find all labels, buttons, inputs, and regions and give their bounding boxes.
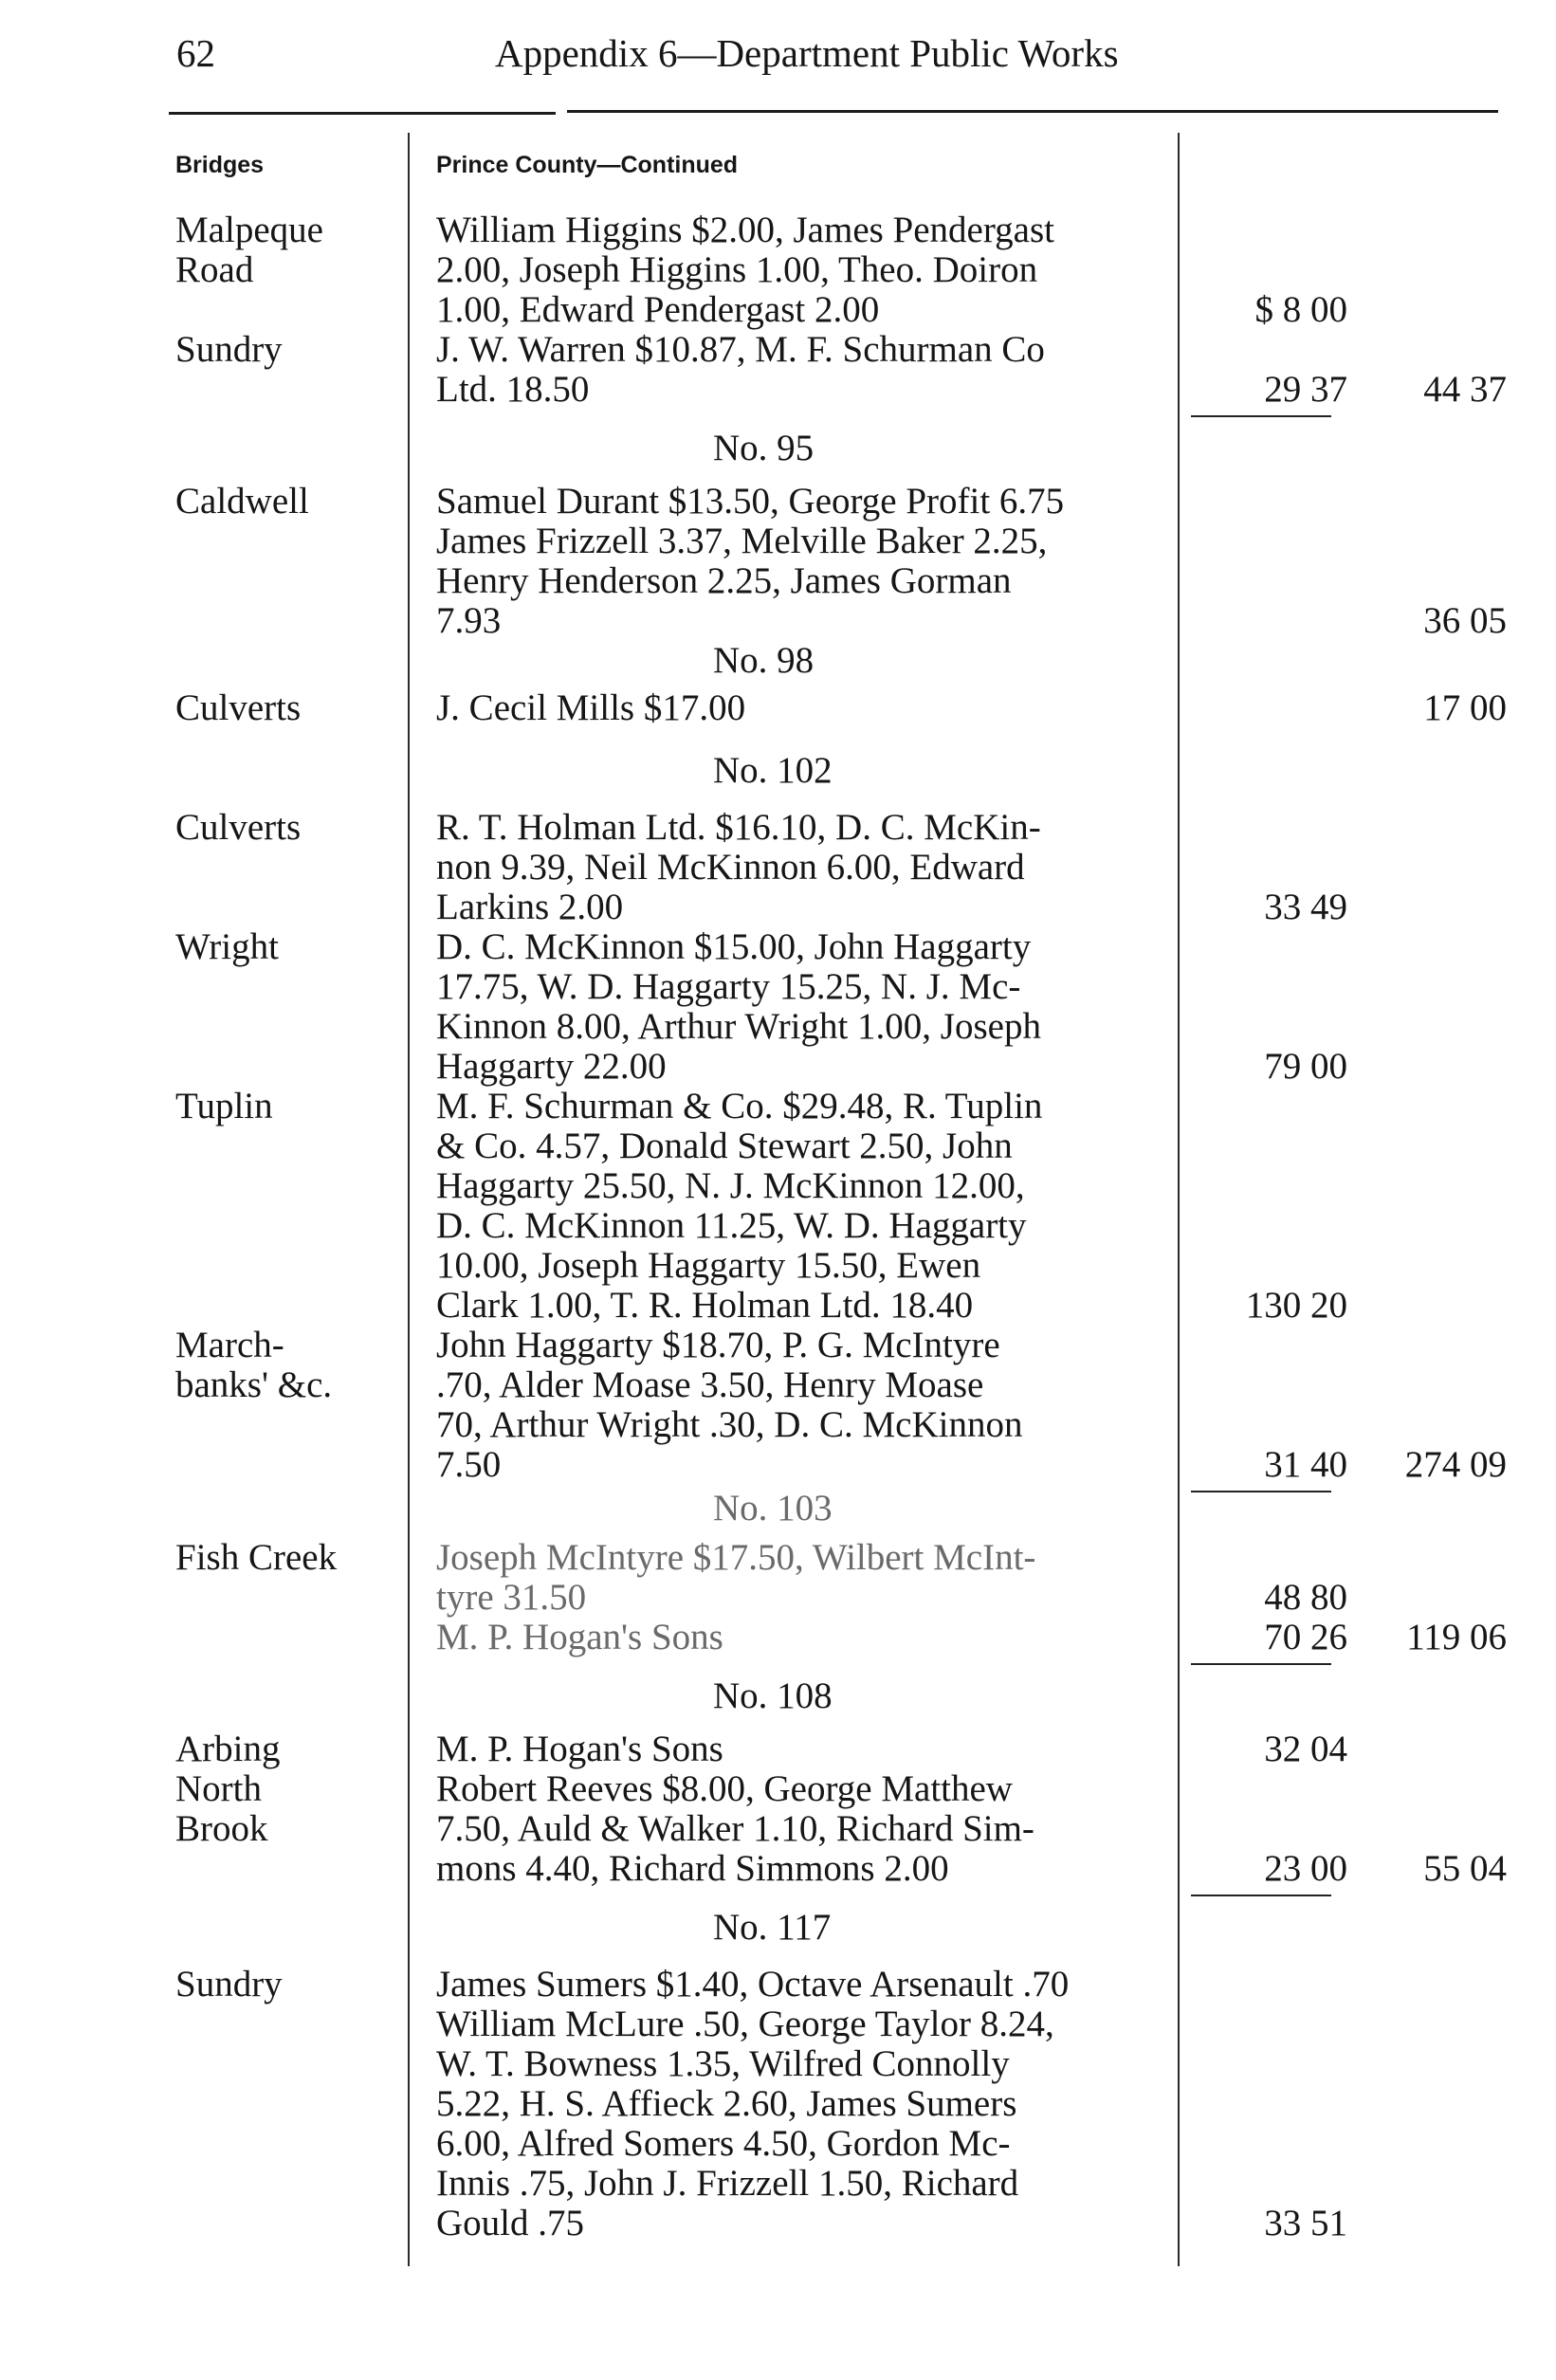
entry-label: Arbing <box>175 1729 281 1769</box>
column-divider-right <box>1178 133 1180 2266</box>
sum-rule <box>1191 1895 1331 1896</box>
entry-text: Samuel Durant $13.50, George Profit 6.75 <box>436 481 1065 522</box>
section-heading: No. 108 <box>713 1675 833 1716</box>
page-number: 62 <box>176 31 215 75</box>
entry-amount: 33 49 <box>1264 887 1347 927</box>
entry-total: 55 04 <box>1423 1848 1507 1889</box>
entry-amount: 32 04 <box>1264 1729 1347 1769</box>
entry-text: Robert Reeves $8.00, George Matthew <box>436 1768 1013 1809</box>
column-header-bridges: Bridges <box>175 152 265 178</box>
entry-text: 6.00, Alfred Somers 4.50, Gordon Mc- <box>436 2123 1011 2164</box>
entry-text: William Higgins $2.00, James Pendergast <box>436 210 1054 250</box>
entry-label: North <box>175 1768 262 1809</box>
entry-total: 44 37 <box>1423 369 1507 410</box>
entry-text: William McLure .50, George Taylor 8.24, <box>436 2004 1054 2044</box>
column-header-county: Prince County—Continued <box>436 152 739 178</box>
section-heading: No. 117 <box>713 1907 832 1948</box>
entry-total: 274 09 <box>1404 1444 1507 1485</box>
entry-text: John Haggarty $18.70, P. G. McIntyre <box>436 1325 1000 1365</box>
entry-label: Sundry <box>175 329 283 370</box>
entry-text: Innis .75, John J. Frizzell 1.50, Richard <box>436 2163 1019 2204</box>
entry-text: Gould .75 <box>436 2203 584 2243</box>
entry-amount: 48 80 <box>1264 1577 1347 1618</box>
entry-text: 5.22, H. S. Affieck 2.60, James Sumers <box>436 2083 1017 2124</box>
entry-text: Henry Henderson 2.25, James Gorman <box>436 560 1012 601</box>
entry-amount: 31 40 <box>1264 1444 1347 1485</box>
entry-text: 7.93 <box>436 600 502 641</box>
header-rule-left <box>169 112 556 115</box>
entry-text: Joseph McIntyre $17.50, Wilbert McInt- <box>436 1537 1036 1578</box>
entry-text: .70, Alder Moase 3.50, Henry Moase <box>436 1364 984 1405</box>
entry-label: March- <box>175 1325 284 1365</box>
entry-amount: 29 37 <box>1264 369 1347 410</box>
entry-text: M. P. Hogan's Sons <box>436 1729 723 1769</box>
section-heading: No. 103 <box>713 1488 833 1529</box>
entry-label: banks' &c. <box>175 1364 333 1405</box>
entry-label: Fish Creek <box>175 1537 338 1578</box>
entry-text: Kinnon 8.00, Arthur Wright 1.00, Joseph <box>436 1006 1041 1047</box>
entry-text: R. T. Holman Ltd. $16.10, D. C. McKin- <box>436 807 1041 848</box>
entry-label: Brook <box>175 1808 268 1849</box>
entry-text: Larkins 2.00 <box>436 887 624 927</box>
entry-label: Tuplin <box>175 1086 273 1126</box>
entry-label: Caldwell <box>175 481 309 522</box>
entry-total: 119 06 <box>1406 1617 1507 1657</box>
entry-text: 70, Arthur Wright .30, D. C. McKinnon <box>436 1404 1023 1445</box>
entry-text: 1.00, Edward Pendergast 2.00 <box>436 289 880 330</box>
entry-label: Culverts <box>175 687 302 728</box>
entry-text: Clark 1.00, T. R. Holman Ltd. 18.40 <box>436 1285 974 1326</box>
entry-text: James Sumers $1.40, Octave Arsenault .70 <box>436 1964 1070 2005</box>
entry-text: 10.00, Joseph Haggarty 15.50, Ewen <box>436 1245 981 1286</box>
entry-amount: 130 20 <box>1245 1285 1347 1326</box>
entry-text: Haggarty 22.00 <box>436 1046 667 1087</box>
entry-text: & Co. 4.57, Donald Stewart 2.50, John <box>436 1126 1013 1166</box>
entry-label: Sundry <box>175 1964 283 2005</box>
entry-amount: 70 26 <box>1264 1617 1347 1657</box>
entry-text: Haggarty 25.50, N. J. McKinnon 12.00, <box>436 1165 1025 1206</box>
entry-text: J. W. Warren $10.87, M. F. Schurman Co <box>436 329 1045 370</box>
header-rule-right <box>567 110 1498 113</box>
entry-label: Culverts <box>175 807 302 848</box>
entry-text: 7.50, Auld & Walker 1.10, Richard Sim- <box>436 1808 1034 1849</box>
entry-text: 7.50 <box>436 1444 502 1485</box>
section-heading: No. 98 <box>713 640 815 681</box>
section-heading: No. 95 <box>713 428 815 468</box>
entry-text: J. Cecil Mills $17.00 <box>436 687 746 728</box>
entry-text: 17.75, W. D. Haggarty 15.25, N. J. Mc- <box>436 966 1021 1007</box>
entry-text: W. T. Bowness 1.35, Wilfred Connolly <box>436 2043 1010 2084</box>
entry-label: Wright <box>175 926 279 967</box>
entry-label: Malpeque <box>175 210 323 250</box>
entry-text: D. C. McKinnon 11.25, W. D. Haggarty <box>436 1205 1027 1246</box>
entry-text: D. C. McKinnon $15.00, John Haggarty <box>436 926 1032 967</box>
section-heading: No. 102 <box>713 750 833 791</box>
entry-amount: 79 00 <box>1264 1046 1347 1087</box>
sum-rule <box>1191 1663 1331 1665</box>
entry-total: 36 05 <box>1423 600 1507 641</box>
entry-text: M. F. Schurman & Co. $29.48, R. Tuplin <box>436 1086 1043 1126</box>
page-title: Appendix 6—Department Public Works <box>495 31 1119 75</box>
entry-text: M. P. Hogan's Sons <box>436 1617 723 1657</box>
entry-text: James Frizzell 3.37, Melville Baker 2.25, <box>436 521 1048 561</box>
entry-text: tyre 31.50 <box>436 1577 587 1618</box>
column-divider-left <box>408 133 410 2266</box>
entry-amount: 23 00 <box>1264 1848 1347 1889</box>
entry-text: Ltd. 18.50 <box>436 369 590 410</box>
sum-rule <box>1191 1491 1331 1492</box>
entry-label: Road <box>175 249 254 290</box>
entry-text: non 9.39, Neil McKinnon 6.00, Edward <box>436 847 1025 888</box>
entry-amount: $ 8 00 <box>1254 289 1347 330</box>
entry-total: 17 00 <box>1423 687 1507 728</box>
entry-text: 2.00, Joseph Higgins 1.00, Theo. Doiron <box>436 249 1038 290</box>
entry-text: mons 4.40, Richard Simmons 2.00 <box>436 1848 949 1889</box>
entry-amount: 33 51 <box>1264 2203 1347 2243</box>
sum-rule <box>1191 415 1331 417</box>
